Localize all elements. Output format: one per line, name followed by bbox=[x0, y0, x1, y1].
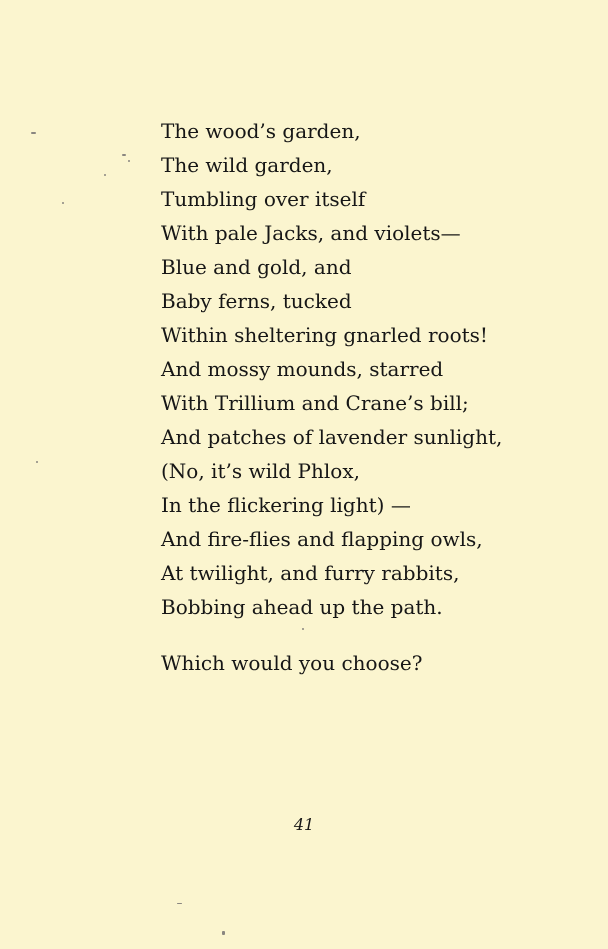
scan-speck bbox=[36, 461, 38, 463]
poem-line: And mossy mounds, starred bbox=[161, 357, 444, 381]
poem-line: Blue and gold, and bbox=[161, 255, 352, 279]
scan-speck bbox=[128, 160, 130, 162]
poem-line: At twilight, and furry rabbits, bbox=[161, 561, 460, 585]
poem-line: The wood’s garden, bbox=[161, 119, 361, 143]
scan-speck bbox=[302, 628, 304, 630]
poem-line: And patches of lavender sunlight, bbox=[161, 425, 503, 449]
scan-speck bbox=[62, 202, 64, 204]
page-number: 41 bbox=[293, 815, 315, 834]
scan-speck bbox=[31, 132, 36, 134]
scan-speck bbox=[104, 174, 106, 176]
poem-line: Baby ferns, tucked bbox=[161, 289, 352, 313]
poem-closing-line: Which would you choose? bbox=[161, 651, 423, 675]
poem-line: With pale Jacks, and violets— bbox=[161, 221, 461, 245]
poem-line: Bobbing ahead up the path. bbox=[161, 595, 443, 619]
poem-line: In the flickering light) — bbox=[161, 493, 411, 517]
scan-speck bbox=[177, 903, 182, 904]
scan-speck bbox=[122, 154, 126, 156]
poem bbox=[161, 114, 502, 680]
poem-line: Within sheltering gnarled roots! bbox=[161, 323, 488, 347]
poem-line: And fire-flies and flapping owls, bbox=[161, 527, 483, 551]
poem-line: The wild garden, bbox=[161, 153, 333, 177]
scan-speck bbox=[222, 931, 225, 935]
poem-line: With Trillium and Crane’s bill; bbox=[161, 391, 469, 415]
poem-line: (No, it’s wild Phlox, bbox=[161, 459, 360, 483]
poem-line: Tumbling over itself bbox=[161, 187, 366, 211]
